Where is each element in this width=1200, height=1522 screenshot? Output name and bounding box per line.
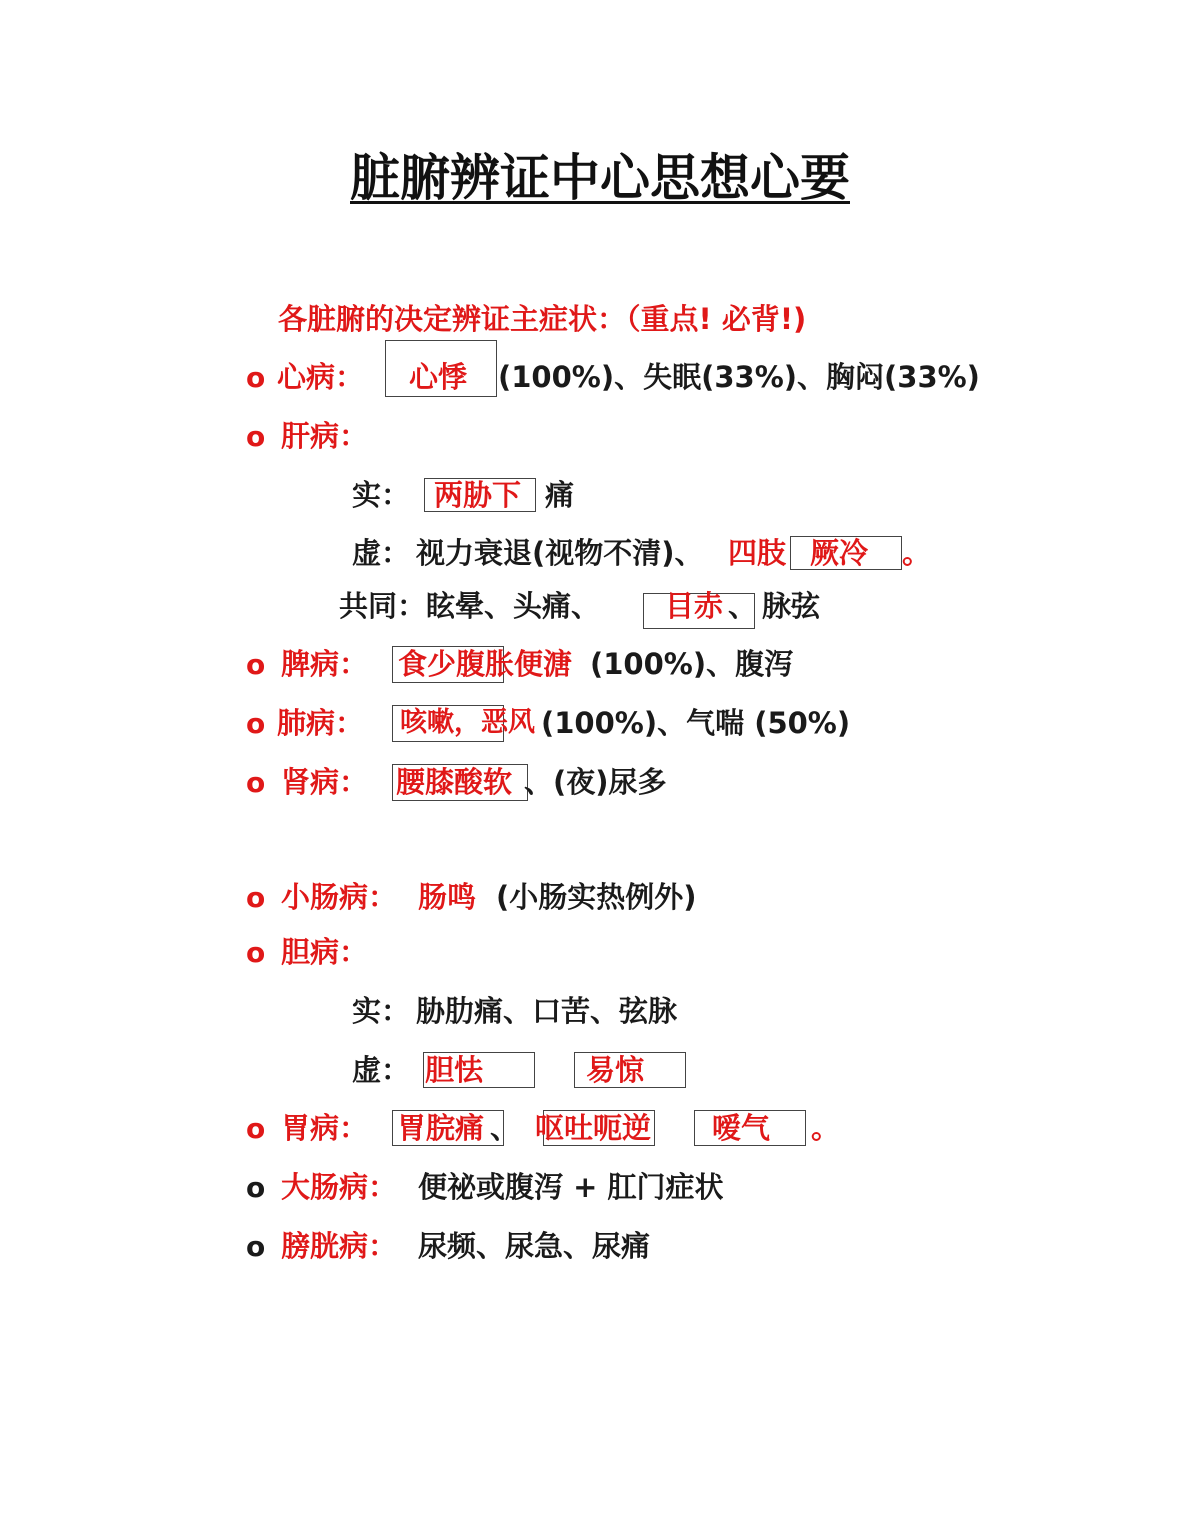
stomach-box1-text: 胃脘痛 [397,1111,485,1145]
liver-common-box-text: 目赤 [665,589,724,623]
stomach-box3-text: 嗳气 [712,1111,771,1145]
bullet-heart: o [246,361,266,394]
page-title-text: 脏腑辨证中心思想心要 [350,149,850,207]
heart-rest: (100%)、失眠(33%)、胸闷(33%) [498,360,980,394]
kidney-label: 肾病： [281,765,369,799]
liver-common-label: 共同：眩晕、头痛、 [339,589,601,623]
liver-label: 肝病： [281,419,369,453]
bladder-label: 膀胱病： [281,1229,398,1263]
bullet-stomach: o [246,1112,266,1145]
liver-common-rest: 脉弦 [762,589,821,623]
lung-rest: (100%)、气喘 (50%) [541,706,851,740]
gallbladder-xu-box1-text: 胆怯 [425,1053,484,1087]
liver-xu-red: 四肢 [728,536,787,570]
heart-box-text: 心悸 [409,360,468,394]
subtitle: 各脏腑的决定辨证主症状：（重点! 必背!) [278,302,807,336]
bullet-gallbladder: o [246,936,266,969]
gallbladder-xu-label: 虚： [352,1053,411,1087]
small-intestine-label: 小肠病： [281,880,398,914]
heart-label: 心病： [277,360,365,394]
stomach-sep: 、 [490,1111,520,1145]
liver-common-sep: 、 [728,589,758,623]
spleen-box-text: 食少腹胀便溏 [398,647,573,681]
liver-shi-box-text: 两胁下 [434,478,522,512]
liver-xu-end: 。 [902,536,932,570]
kidney-rest: 、(夜)尿多 [524,765,667,799]
liver-xu-text: 视力衰退(视物不清)、 [416,536,704,570]
small-intestine-rest: (小肠实热例外) [496,880,697,914]
bullet-bladder: o [246,1230,266,1263]
large-intestine-label: 大肠病： [281,1170,398,1204]
gallbladder-xu-box2-text: 易惊 [586,1053,645,1087]
liver-shi-label: 实： [352,478,411,512]
bladder-text: 尿频、尿急、尿痛 [418,1229,651,1263]
spleen-label: 脾病： [281,647,369,681]
liver-xu-box-text: 厥冷 [810,536,869,570]
lung-label: 肺病： [277,706,365,740]
stomach-end: 。 [811,1111,841,1145]
small-intestine-red: 肠鸣 [418,880,477,914]
bullet-kidney: o [246,766,266,799]
bullet-large-intestine: o [246,1171,266,1204]
bullet-spleen: o [246,648,266,681]
bullet-liver: o [246,420,266,453]
bullet-small-intestine: o [246,881,266,914]
kidney-box-text: 腰膝酸软 [396,765,513,799]
lung-box-text: 咳嗽，恶风 [400,707,535,738]
liver-xu-label: 虚： [352,536,411,570]
gallbladder-label: 胆病： [281,935,369,969]
spleen-rest: (100%)、腹泻 [590,647,794,681]
large-intestine-text: 便祕或腹泻 + 肛门症状 [418,1170,724,1204]
gallbladder-shi-text: 胁肋痛、口苦、弦脉 [416,994,678,1028]
stomach-label: 胃病： [281,1111,369,1145]
liver-shi-rest: 痛 [545,478,575,512]
bullet-lung: o [246,707,266,740]
page-title [0,146,1200,210]
stomach-box2-text: 呕吐呃逆 [535,1111,652,1145]
gallbladder-shi-label: 实： [352,994,411,1028]
